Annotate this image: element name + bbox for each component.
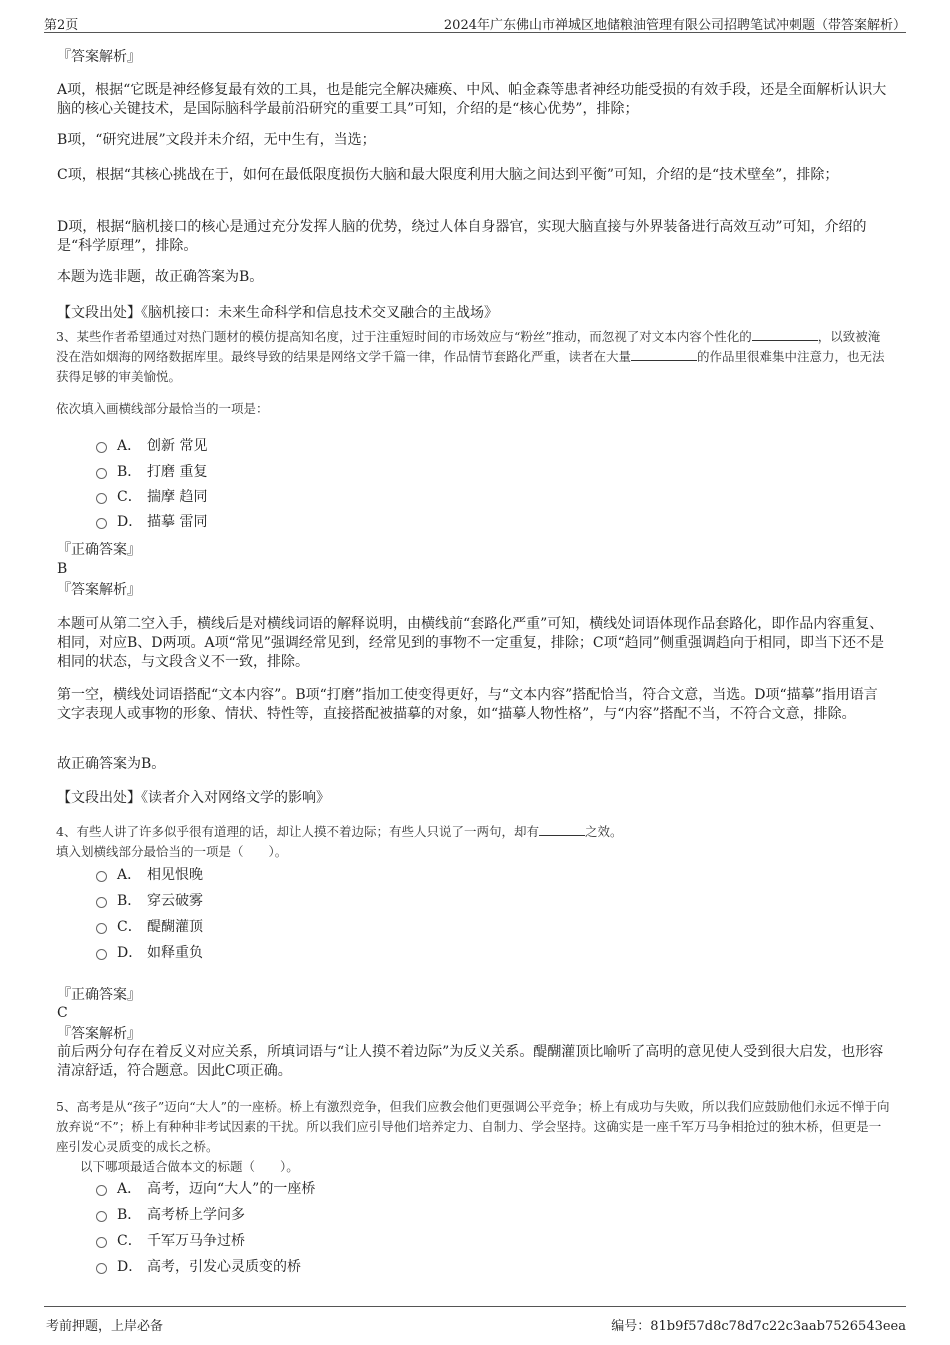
q5-option-c[interactable] xyxy=(96,1231,245,1251)
option-letter: D． xyxy=(117,1259,143,1275)
option-text: 相见恨晚 xyxy=(147,867,203,883)
q2-analysis-label: 『答案解析』 xyxy=(57,49,141,65)
q3-blank-1 xyxy=(752,328,818,341)
option-text: 高考桥上学问多 xyxy=(147,1207,245,1223)
q3-source-label: 【文段出处】 xyxy=(57,790,141,806)
q3-stem-part2: ，以致被淹没在浩如烟海的网络数据库里。最终导致的结果是网络文学千篇一律，作品情节套路化严重，读者在大量 xyxy=(56,329,881,364)
radio-icon[interactable] xyxy=(96,468,107,479)
radio-icon[interactable] xyxy=(96,442,107,453)
q3-answer-label: 『正确答案』 xyxy=(57,542,141,558)
q2-analysis-a: A项，根据“它既是神经修复最有效的工具，也是能完全解决瘫痪、中风、帕金森等患者神经功能受损的有效手段，还是全面解析认识大脑的核心关键技术，是国际脑科学最前沿研究的重要工具”可知，介绍的是“核心优势”，排除； xyxy=(57,82,887,117)
option-text: 如释重负 xyxy=(147,945,203,961)
q4-option-c[interactable] xyxy=(96,917,203,937)
option-letter: D． xyxy=(117,514,143,530)
option-letter: A． xyxy=(117,438,142,454)
option-letter: D． xyxy=(117,945,143,961)
q3-stem xyxy=(56,327,892,387)
q4-option-a[interactable] xyxy=(96,865,203,885)
q2-source xyxy=(57,304,889,323)
q2-analysis-b: B项，“研究进展”文段并未介绍，无中生有，当选； xyxy=(57,132,376,148)
option-letter: C． xyxy=(117,919,142,935)
q4-analysis-label: 『答案解析』 xyxy=(57,1026,141,1042)
q4-answer: C xyxy=(57,1005,68,1021)
option-text: 打磨 重复 xyxy=(147,464,208,480)
option-text: 千军万马争过桥 xyxy=(147,1233,245,1249)
q3-option-c[interactable] xyxy=(96,487,207,507)
q2-analysis-c: C项，根据“其核心挑战在于，如何在最低限度损伤大脑和最大限度利用大脑之间达到平衡”可知，介绍的是“技术壁垒”，排除； xyxy=(57,167,839,183)
q4-answer-label: 『正确答案』 xyxy=(57,987,141,1003)
option-letter: B． xyxy=(117,1207,142,1223)
page-number: 第2页 xyxy=(44,18,79,33)
q3-source-title: 《读者介入对网络文学的影响》 xyxy=(141,790,330,806)
q4-option-b[interactable] xyxy=(96,891,203,911)
page-footer xyxy=(44,1306,906,1334)
q4-prompt: 填入划横线部分最恰当的一项是（ ）。 xyxy=(56,844,288,859)
q3-conclusion: 故正确答案为B。 xyxy=(57,756,166,772)
radio-icon[interactable] xyxy=(96,518,107,529)
footer-slogan: 考前押题，上岸必备 xyxy=(46,1319,164,1334)
option-text: 描摹 雷同 xyxy=(147,514,208,530)
option-text: 揣摩 趋同 xyxy=(147,489,208,505)
q3-prompt: 依次填入画横线部分最恰当的一项是： xyxy=(56,401,269,416)
q4-stem-part2: 之效。 xyxy=(584,824,623,839)
option-letter: B． xyxy=(117,893,142,909)
option-text: 高考，迈向“大人”的一座桥 xyxy=(147,1181,316,1197)
q4-blank xyxy=(539,823,585,836)
q3-option-b[interactable] xyxy=(96,462,207,482)
radio-icon[interactable] xyxy=(96,923,107,934)
q4-stem xyxy=(56,822,892,842)
radio-icon[interactable] xyxy=(96,493,107,504)
q4-analysis: 前后两分句存在着反义对应关系，所填词语与“让人摸不着边际”为反义关系。醍醐灌顶比喻听了高明的意见使人受到很大启发，也形容清凉舒适，符合题意。因此C项正确。 xyxy=(57,1044,884,1079)
q3-stem-part1: 3、某些作者希望通过对热门题材的模仿提高知名度，过于注重短时间的市场效应与“粉丝”推动，而忽视了对文本内容个性化的 xyxy=(56,329,752,344)
q3-analysis-p2: 第一空，横线处词语搭配“文本内容”。B项“打磨”指加工使变得更好，与“文本内容”搭配恰当，符合文意，当选。D项“描摹”指用语言文字表现人或事物的形象、情状、特性等，直接搭配被描摹的对象，如“描摹人物性格”，与“内容”搭配不当，不符合文意，排除。 xyxy=(57,687,878,722)
q3-analysis-p1: 本题可从第二空入手，横线后是对横线词语的解释说明，由横线前“套路化严重”可知，横线处词语体现作品套路化，即作品内容重复、相同，对应B、D两项。A项“常见”强调经常见到，经常见到的事物不一定重复，排除；C项“趋同”侧重强调趋向于相同，即当下还不是相同的状态，与文段含义不一致，排除。 xyxy=(57,616,884,670)
q5-option-d[interactable] xyxy=(96,1257,301,1277)
option-text: 高考，引发心灵质变的桥 xyxy=(147,1259,301,1275)
option-letter: A． xyxy=(117,867,142,883)
q5-option-a[interactable] xyxy=(96,1179,315,1199)
option-text: 创新 常见 xyxy=(147,438,208,454)
q2-source-title: 《脑机接口：未来生命科学和信息技术交叉融合的主战场》 xyxy=(141,305,498,321)
option-text: 醍醐灌顶 xyxy=(147,919,203,935)
radio-icon[interactable] xyxy=(96,1237,107,1248)
option-letter: B． xyxy=(117,464,142,480)
q3-blank-2 xyxy=(631,348,697,361)
q5-stem: 5、高考是从“孩子”迈向“大人”的一座桥。桥上有激烈竞争，但我们应教会他们更强调公平竞争；桥上有成功与失败，所以我们应鼓励他们永远不惮于向放弃说“不”；桥上有种种非考试因素的干扰。所以我们应引导他们培养定力、自制力、学会坚持。这确实是一座千军万马争相抢过的独木桥，但更是一座引发心灵质变的成长之桥。 xyxy=(56,1099,890,1154)
q4-stem-part1: 4、有些人讲了许多似乎很有道理的话，却让人摸不着边际；有些人只说了一两句，却有 xyxy=(56,824,539,839)
q2-analysis-d: D项，根据“脑机接口的核心是通过充分发挥人脑的优势，绕过人体自身器官，实现大脑直接与外界装备进行高效互动”可知，介绍的是“科学原理”，排除。 xyxy=(57,219,867,254)
document-code: 编号：81b9f57d8c78d7c22c3aab7526543eea xyxy=(611,1319,906,1334)
radio-icon[interactable] xyxy=(96,897,107,908)
q3-answer: B xyxy=(57,561,68,577)
option-letter: C． xyxy=(117,489,142,505)
option-letter: A． xyxy=(117,1181,142,1197)
q4-option-d[interactable] xyxy=(96,943,203,963)
document-title: 2024年广东佛山市禅城区地储粮油管理有限公司招聘笔试冲刺题（带答案解析） xyxy=(443,18,906,33)
q2-source-label: 【文段出处】 xyxy=(57,305,141,321)
page-header xyxy=(44,12,906,33)
q3-option-d[interactable] xyxy=(96,512,207,532)
q3-option-a[interactable] xyxy=(96,436,207,456)
q5-option-b[interactable] xyxy=(96,1205,245,1225)
radio-icon[interactable] xyxy=(96,1263,107,1274)
option-letter: C． xyxy=(117,1233,142,1249)
q3-analysis-label: 『答案解析』 xyxy=(57,582,141,598)
q2-conclusion: 本题为选非题，故正确答案为B。 xyxy=(57,269,264,285)
radio-icon[interactable] xyxy=(96,1211,107,1222)
radio-icon[interactable] xyxy=(96,949,107,960)
q3-stem-part3: 的作品里很难集中注意力，也无法获得足够的审美愉悦。 xyxy=(56,349,885,384)
option-text: 穿云破雾 xyxy=(147,893,203,909)
radio-icon[interactable] xyxy=(96,871,107,882)
radio-icon[interactable] xyxy=(96,1185,107,1196)
q5-prompt: 以下哪项最适合做本文的标题（ ）。 xyxy=(80,1159,299,1174)
q3-source xyxy=(57,789,889,808)
